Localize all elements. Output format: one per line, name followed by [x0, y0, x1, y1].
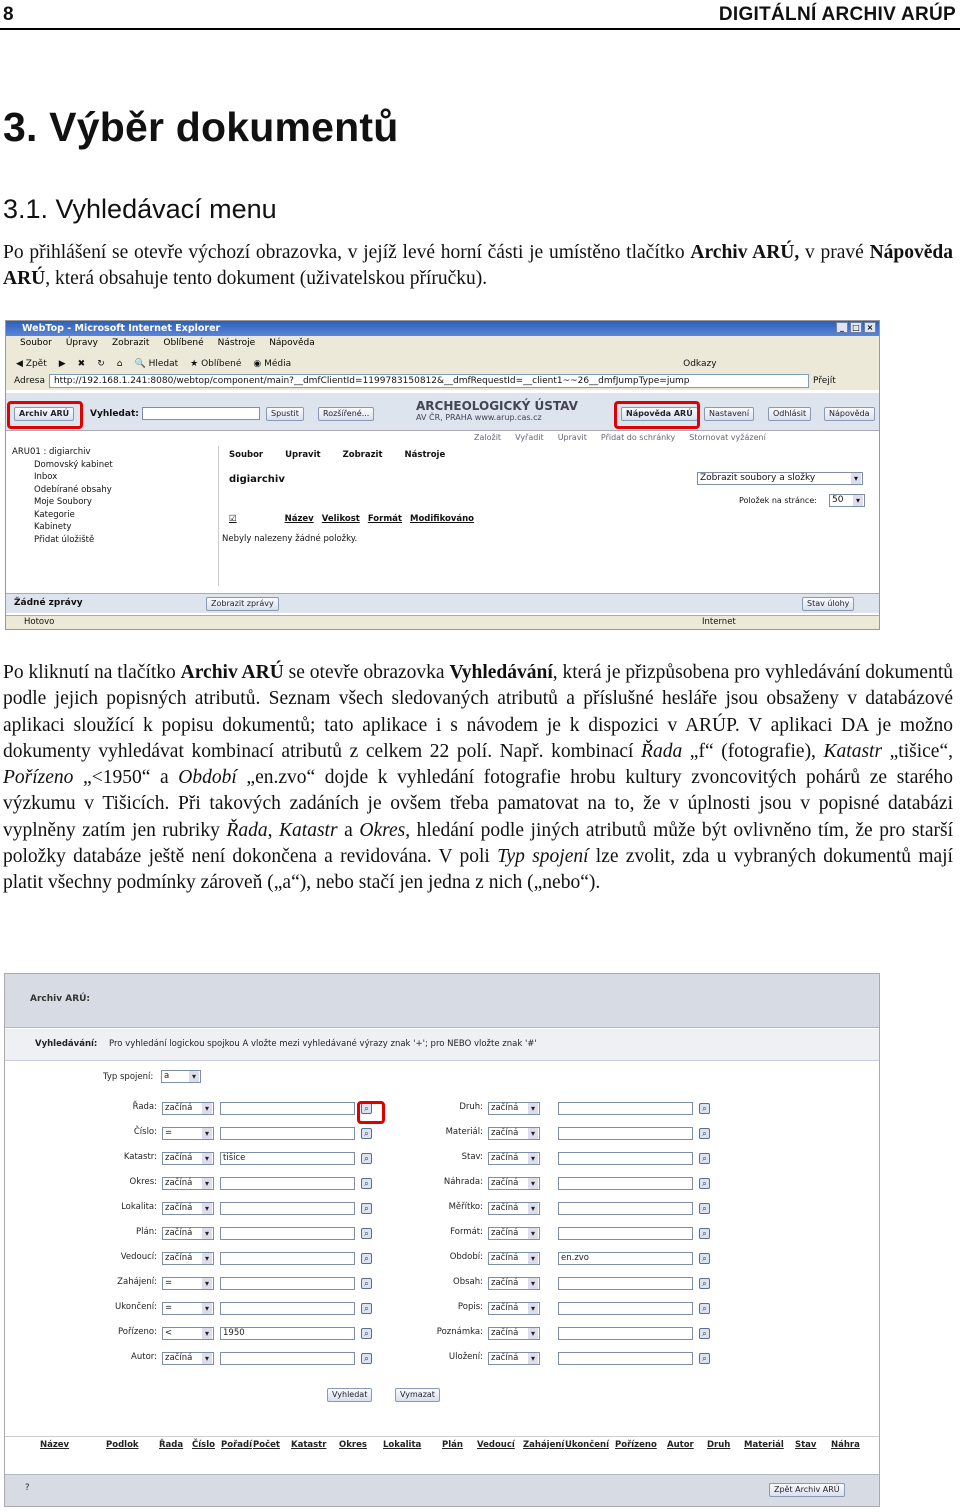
right-field-row: [5, 1302, 875, 1316]
lookup-icon[interactable]: ⌕: [699, 1328, 710, 1339]
action-item[interactable]: Přidat do schránky: [600, 433, 676, 442]
tree-item[interactable]: Domovský kabinet: [34, 459, 113, 470]
window-titlebar: WebTop - Microsoft Internet Explorer _ □ ×: [6, 321, 879, 336]
operator-select[interactable]: začíná ▾: [162, 1202, 214, 1215]
value-input[interactable]: [558, 1127, 693, 1140]
lookup-icon[interactable]: ⌕: [361, 1128, 372, 1139]
intro-paragraph: Po přihlášení se otevře výchozí obrazovka, v jejíž levé horní části je umístěno tlačítko Archiv ARÚ, v pravé Nápověda ARÚ, která obsahuje tento dokument (uživatelskou příručku).: [3, 242, 953, 290]
result-column-header[interactable]: Lokalita: [383, 1440, 422, 1450]
lookup-icon[interactable]: ⌕: [699, 1228, 710, 1239]
footer-bar: [5, 1474, 879, 1506]
menu-item[interactable]: Oblíbené: [163, 338, 204, 348]
ie-statusbar: [6, 615, 879, 629]
search-form-screenshot: [4, 973, 880, 1507]
value-input[interactable]: [558, 1202, 693, 1215]
media-button[interactable]: ◉ Média: [253, 358, 292, 369]
lookup-icon[interactable]: ⌕: [699, 1303, 710, 1314]
operator-select[interactable]: začíná ▾: [162, 1102, 214, 1115]
archiv-header: Archiv ARÚ:: [5, 974, 879, 1028]
field-label: Náhrada:: [443, 1177, 483, 1187]
operator-select[interactable]: začíná ▾: [488, 1302, 540, 1315]
join-type-label: Typ spojení:: [103, 1072, 154, 1082]
result-column-header[interactable]: Zahájení: [523, 1440, 565, 1450]
go-button[interactable]: Přejít: [812, 376, 836, 386]
menu-item[interactable]: Zobrazit: [112, 338, 150, 348]
menu-item[interactable]: Úpravy: [65, 338, 99, 348]
stop-icon[interactable]: ✖: [77, 358, 86, 369]
search-hint-bar: [5, 1029, 879, 1061]
tree-item[interactable]: Přidat úložiště: [34, 534, 95, 545]
lookup-icon[interactable]: ⌕: [361, 1153, 372, 1164]
operator-select[interactable]: začíná ▾: [488, 1277, 540, 1290]
status-text: Hotovo: [24, 617, 55, 627]
field-label: Okres:: [129, 1177, 157, 1187]
operator-select[interactable]: začíná ▾: [488, 1177, 540, 1190]
section-heading: 3.1. Vyhledávací menu: [3, 194, 277, 224]
address-bar: [6, 372, 879, 390]
aru-logo: ARCHEOLOGICKÝ ÚSTAV AV ČR, PRAHA www.arup.cas.cz: [416, 399, 578, 422]
operator-select[interactable]: začíná ▾: [162, 1152, 214, 1165]
lookup-icon[interactable]: ⌕: [699, 1153, 710, 1164]
back-archiv-button[interactable]: Zpět Archiv ARÚ: [769, 1483, 845, 1497]
lookup-icon[interactable]: ⌕: [361, 1278, 372, 1289]
message-bar: [6, 593, 879, 613]
content-pane: [218, 446, 879, 586]
home-icon[interactable]: ⌂: [116, 358, 123, 369]
lookup-icon[interactable]: ⌕: [699, 1178, 710, 1189]
operator-select[interactable]: začíná ▾: [488, 1227, 540, 1240]
spustit-button[interactable]: Spustit: [266, 407, 304, 421]
field-label: Období:: [449, 1252, 483, 1262]
tree-item[interactable]: Odebírané obsahy: [34, 484, 112, 495]
folder-tree: [12, 446, 215, 586]
right-field-row: [5, 1177, 875, 1191]
action-item[interactable]: Vyřadit: [515, 433, 544, 442]
settings-button[interactable]: Nastavení: [704, 407, 754, 421]
field-label: Ukončení:: [115, 1302, 157, 1312]
right-field-row: [5, 1102, 875, 1116]
result-column-header[interactable]: Pořízeno: [615, 1440, 657, 1450]
lookup-icon[interactable]: ⌕: [361, 1353, 372, 1364]
field-label: Formát:: [450, 1227, 483, 1237]
job-status-button[interactable]: Stav úlohy: [802, 597, 854, 611]
field-label: Lokalita:: [121, 1202, 157, 1212]
column-header[interactable]: Velikost: [321, 514, 360, 524]
chapter-heading: 3. Výběr dokumentů: [3, 104, 399, 150]
right-field-row: [5, 1327, 875, 1341]
operator-select[interactable]: = ▾: [162, 1277, 214, 1290]
lookup-icon[interactable]: ⌕: [699, 1353, 710, 1364]
field-label: Plán:: [136, 1227, 157, 1237]
result-column-header[interactable]: Řada: [159, 1440, 184, 1450]
menu-item[interactable]: Soubor: [20, 338, 52, 348]
favorites-button[interactable]: ★ Oblíbené: [190, 358, 242, 369]
field-label: Druh:: [459, 1102, 483, 1112]
result-column-header[interactable]: Název: [40, 1440, 70, 1450]
ie-toolbar: [6, 352, 879, 372]
result-column-header[interactable]: Počet: [253, 1440, 280, 1450]
right-field-row: [5, 1277, 875, 1291]
value-input[interactable]: [558, 1177, 693, 1190]
result-column-header[interactable]: Okres: [339, 1440, 367, 1450]
search-input[interactable]: [142, 407, 260, 420]
page-number: 8: [3, 4, 14, 25]
tree-item[interactable]: Inbox: [34, 472, 58, 482]
content-menu-item[interactable]: Soubor: [229, 450, 264, 460]
operator-select[interactable]: začíná ▾: [488, 1327, 540, 1340]
field-label: Popis:: [457, 1302, 483, 1312]
field-label: Stav:: [461, 1152, 483, 1162]
right-field-row: [5, 1152, 875, 1166]
result-column-header[interactable]: Číslo: [192, 1440, 215, 1450]
maximize-icon[interactable]: □: [850, 322, 862, 333]
field-label: Materiál:: [445, 1127, 483, 1137]
operator-select[interactable]: začíná ▾: [488, 1202, 540, 1215]
tree-item[interactable]: Kabinety: [34, 522, 72, 532]
body-paragraph: Po kliknutí na tlačítko Archiv ARÚ se otevře obrazovka Vyhledávání, která je přizpůsobena pro vyhledávání dokumentů podle jejich popisných atributů. Seznam všech sledovaných atributů a příslušné hesláře jsou obsaženy v databázové aplikaci sloužící k popisu dokumentů; tato aplikace i s návodem je k dispozici v ARÚP. V aplikaci DA je možno dokumenty vyhledávat kombinací atributů z celkem 22 polí. Např. kombinací Řada „f“ (fotografie), Katastr „tišice“, Pořízeno „<1950“ a Období „en.zvo“ dojde k vyhledání fotografie hrobu kultury zvoncovitých pohárů ze starého výzkumu v Tišicích. Při takových zadáních je ovšem třeba pamatovat na to, že v úplnosti jsou v popisné databázi vyplněny zatím jen rubriky Řada, Katastr a Okres, hledání podle jiných atributů může být ovlivněno tím, že pro starší položky databáze ještě není dokončena a revidována. V poli Typ spojení lze zvolit, zda u vybraných dokumentů mají platit všechny podmínky zároveň („a“), nebo stačí jen jedna z nich („nebo“).: [3, 662, 954, 894]
search-hint: Pro vyhledání logickou spojkou A vložte mezi vyhledávané výrazy znak '+'; pro NEBO vložte znak '#': [109, 1039, 537, 1049]
refresh-icon[interactable]: ↻: [97, 358, 105, 369]
field-label: Pořízeno:: [117, 1327, 157, 1337]
result-column-header[interactable]: Ukončení: [565, 1440, 609, 1450]
messages-label: Žádné zprávy: [14, 598, 83, 608]
highlight-frame: [614, 401, 700, 429]
column-header[interactable]: Modifikováno: [409, 514, 475, 524]
result-column-headers: [5, 1436, 879, 1454]
field-label: Číslo:: [133, 1127, 157, 1137]
lookup-icon[interactable]: ⌕: [361, 1253, 372, 1264]
ie-menubar: [6, 336, 879, 352]
lookup-icon[interactable]: ⌕: [361, 1328, 372, 1339]
menu-item[interactable]: Nápověda: [269, 338, 315, 348]
value-input[interactable]: [558, 1102, 693, 1115]
operator-select[interactable]: začíná ▾: [488, 1252, 540, 1265]
field-label: Katastr:: [123, 1152, 157, 1162]
operator-select[interactable]: začíná ▾: [162, 1177, 214, 1190]
right-field-row: [5, 1127, 875, 1141]
result-column-header[interactable]: Druh: [707, 1440, 731, 1450]
menu-item[interactable]: Nástroje: [217, 338, 256, 348]
right-field-row: [5, 1352, 875, 1366]
result-column-header[interactable]: Katastr: [291, 1440, 327, 1450]
column-header[interactable]: Název: [284, 514, 314, 524]
advanced-search-button[interactable]: Rozšířené...: [318, 407, 374, 421]
result-column-header[interactable]: Materiál: [744, 1440, 784, 1450]
result-column-header[interactable]: Pořadí: [221, 1440, 252, 1450]
minimize-icon[interactable]: _: [836, 322, 848, 333]
address-label: Adresa: [14, 376, 45, 386]
lookup-icon[interactable]: ⌕: [361, 1178, 372, 1189]
links-label[interactable]: Odkazy: [683, 358, 717, 369]
forward-icon[interactable]: ▶: [58, 358, 66, 369]
per-page-select[interactable]: 50 ▾: [829, 494, 865, 507]
highlight-frame: [357, 1101, 385, 1124]
content-menu-item[interactable]: Nástroje: [404, 450, 446, 460]
result-column-header[interactable]: Stav: [795, 1440, 817, 1450]
lookup-icon[interactable]: ⌕: [699, 1253, 710, 1264]
lookup-icon[interactable]: ⌕: [361, 1103, 372, 1114]
operator-select[interactable]: začíná ▾: [488, 1127, 540, 1140]
result-column-header[interactable]: Vedoucí: [477, 1440, 515, 1450]
operator-select[interactable]: = ▾: [162, 1302, 214, 1315]
column-header[interactable]: Formát: [367, 514, 402, 524]
operator-select[interactable]: začíná ▾: [162, 1352, 214, 1365]
search-label: Vyhledat:: [90, 409, 139, 419]
field-label: Řada:: [132, 1102, 157, 1112]
empty-message: Nebyly nalezeny žádné položky.: [222, 534, 358, 544]
tree-item[interactable]: Kategorie: [34, 509, 75, 520]
join-type-select[interactable]: a ▾: [161, 1070, 201, 1083]
field-label: Poznámka:: [436, 1327, 483, 1337]
lookup-icon[interactable]: ⌕: [699, 1203, 710, 1214]
lookup-icon[interactable]: ⌕: [361, 1203, 372, 1214]
field-label: Měřítko:: [448, 1202, 483, 1212]
content-menu-item[interactable]: Zobrazit: [342, 450, 383, 460]
result-column-header[interactable]: Podlok: [106, 1440, 139, 1450]
operator-select[interactable]: začíná ▾: [162, 1227, 214, 1240]
per-page-label: Položek na stránce:: [739, 496, 817, 505]
logout-button[interactable]: Odhlásit: [768, 407, 811, 421]
highlight-frame: [7, 401, 83, 429]
select-all-checkbox[interactable]: ☑: [229, 514, 237, 524]
running-title: DIGITÁLNÍ ARCHIV ARÚP: [718, 4, 956, 25]
zone-label: Internet: [702, 617, 736, 627]
back-button[interactable]: ◀ Zpět: [16, 358, 47, 369]
result-column-header[interactable]: Plán: [442, 1440, 463, 1450]
field-label: Obsah:: [453, 1277, 483, 1287]
page-header: [0, 0, 960, 30]
result-column-header[interactable]: Autor: [667, 1440, 694, 1450]
operator-select[interactable]: začíná ▾: [162, 1252, 214, 1265]
search-button[interactable]: Vyhledat: [327, 1388, 372, 1402]
lookup-icon[interactable]: ⌕: [361, 1303, 372, 1314]
tree-root[interactable]: ARU01 : digiarchiv: [12, 447, 91, 457]
operator-select[interactable]: začíná ▾: [488, 1102, 540, 1115]
show-messages-button[interactable]: Zobrazit zprávy: [206, 597, 279, 611]
url-field[interactable]: http://192.168.1.241:8080/webtop/component/main?__dmfClientId=1199783150812&__dmfRequestId=__client1~~26__dmfJumpType=jump: [49, 374, 809, 388]
action-item[interactable]: Upravit: [557, 433, 587, 442]
search-button[interactable]: 🔍 Hledat: [134, 358, 179, 369]
value-input[interactable]: tišice: [220, 1152, 355, 1165]
action-item[interactable]: Založit: [474, 433, 502, 442]
field-label: Zahájení:: [117, 1277, 157, 1287]
search-label: Vyhledávání:: [35, 1039, 98, 1049]
clear-button[interactable]: Vymazat: [395, 1388, 440, 1402]
action-bar: [474, 433, 766, 442]
field-label: Uložení:: [448, 1352, 483, 1362]
view-select[interactable]: Zobrazit soubory a složky ▾: [697, 472, 863, 485]
field-label: Autor:: [131, 1352, 157, 1362]
lookup-icon[interactable]: ⌕: [699, 1128, 710, 1139]
value-input[interactable]: [558, 1352, 693, 1365]
value-input[interactable]: en.zvo: [558, 1252, 693, 1265]
lookup-icon[interactable]: ⌕: [699, 1278, 710, 1289]
help-button[interactable]: Nápověda: [824, 407, 875, 421]
napoveda-aru-button[interactable]: Nápověda ARÚ: [621, 407, 698, 421]
tree-item[interactable]: Moje Soubory: [34, 497, 92, 507]
value-input[interactable]: [558, 1302, 693, 1315]
value-input[interactable]: 1950: [220, 1327, 355, 1340]
content-menu-item[interactable]: Upravit: [285, 450, 321, 460]
folder-title: digiarchiv: [229, 474, 285, 485]
close-icon[interactable]: ×: [864, 322, 876, 333]
lookup-icon[interactable]: ⌕: [699, 1103, 710, 1114]
operator-select[interactable]: začíná ▾: [488, 1352, 540, 1365]
right-field-row: [5, 1227, 875, 1241]
operator-select[interactable]: začíná ▾: [488, 1152, 540, 1165]
webtop-screenshot: [5, 320, 880, 630]
field-label: Vedoucí:: [120, 1252, 157, 1262]
value-input[interactable]: [558, 1227, 693, 1240]
archiv-aru-button[interactable]: Archiv ARÚ: [14, 407, 74, 421]
value-input[interactable]: [558, 1152, 693, 1165]
result-column-header[interactable]: Náhra: [831, 1440, 860, 1450]
lookup-icon[interactable]: ⌕: [361, 1228, 372, 1239]
right-field-row: [5, 1252, 875, 1266]
value-input[interactable]: [558, 1327, 693, 1340]
help-icon[interactable]: ?: [25, 1483, 30, 1493]
right-field-row: [5, 1202, 875, 1216]
action-item[interactable]: Stornovat vyžázení: [689, 433, 766, 442]
operator-select[interactable]: < ▾: [162, 1327, 214, 1340]
operator-select[interactable]: = ▾: [162, 1127, 214, 1140]
value-input[interactable]: [558, 1277, 693, 1290]
